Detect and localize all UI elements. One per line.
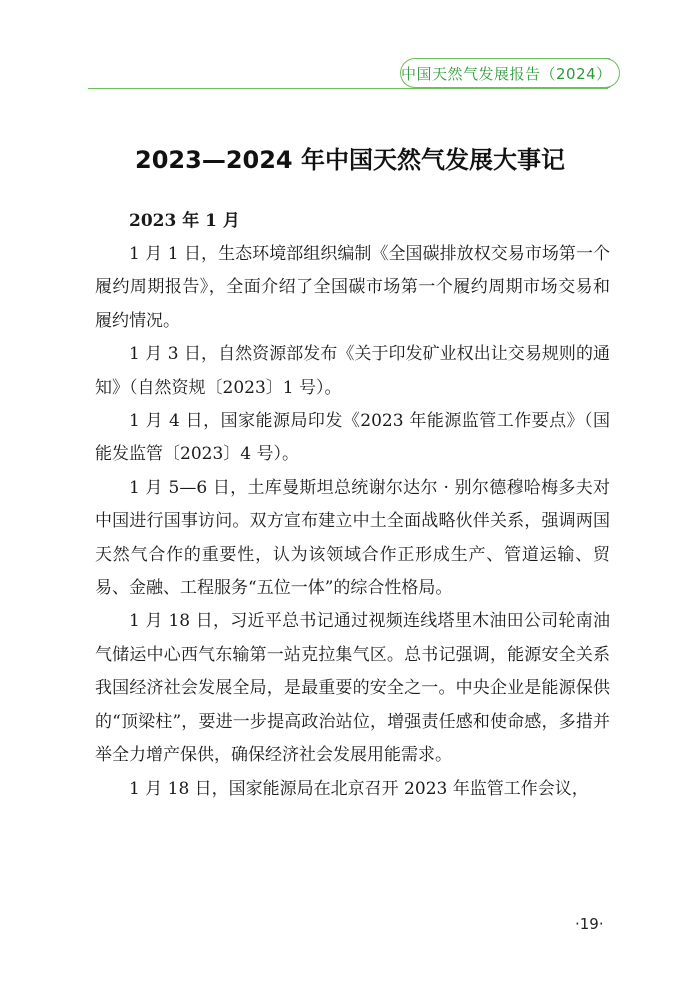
paragraph: 1 月 5—6 日，土库曼斯坦总统谢尔达尔 · 别尔德穆哈梅多夫对中国进行国事访问。双方宣布建立中土全面战略伙伴关系，强调两国天然气合作的重要性，认为该领域合作正形成生产、管道运输、贸易、金融、工程服务“五位一体”的综合性格局。 [95,477,610,599]
paragraph: 1 月 18 日，习近平总书记通过视频连线塔里木油田公司轮南油气储运中心西气东输第一站克拉集气区。总书记强调，能源安全关系我国经济社会发展全局，是最重要的安全之一。中央企业是能源保供的“顶梁柱”，要进一步提高政治站位，增强责任感和使命感，多措并举全力增产保供，确保经济社会发展用能需求。 [95,611,610,766]
header-rule [88,88,608,89]
paragraph: 1 月 3 日，自然资源部发布《关于印发矿业权出让交易规则的通知》（自然资规〔2023〕1 号）。 [95,344,610,398]
page-title: 2023—2024 年中国天然气发展大事记 [135,146,565,174]
month-heading: 2023 年 1 月 [129,211,240,231]
header-tab-cap [600,58,620,88]
paragraph: 1 月 4 日，国家能源局印发《2023 年能源监管工作要点》（国能发监管〔2023〕4 号）。 [95,411,610,465]
paragraph: 1 月 1 日，生态环境部组织编制《全国碳排放权交易市场第一个履约周期报告》，全面介绍了全国碳市场第一个履约周期市场交易和履约情况。 [95,244,610,331]
body-text [95,205,610,806]
running-header-title: 中国天然气发展报告（2024） [401,64,612,83]
running-header [400,58,610,88]
page-number: ·19· [575,915,604,933]
paragraph: 1 月 18 日，国家能源局在北京召开 2023 年监管工作会议， [129,778,589,799]
